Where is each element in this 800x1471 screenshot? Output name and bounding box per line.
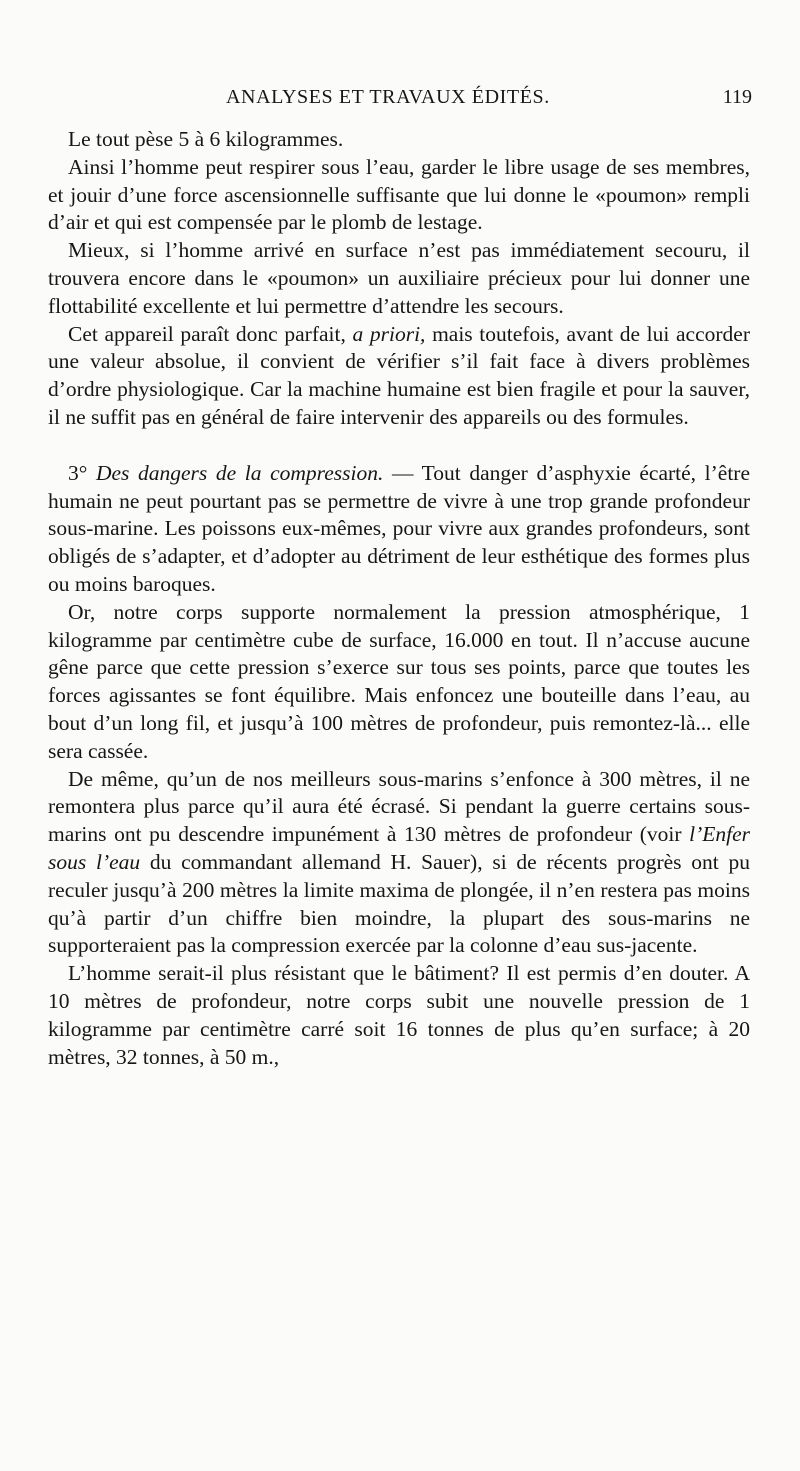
paragraph-weight: Le tout pèse 5 à 6 kilogrammes. <box>68 127 344 151</box>
running-title: ANALYSES ET TRAVAUX ÉDITÉS. <box>226 86 550 108</box>
paragraph-compression-dangers <box>48 460 750 599</box>
paragraph-breathing: Ainsi l’homme peut respirer sous l’eau, garder le libre usage de ses membres, et jouir d’une force ascensionnelle suffisante que lui donne le «poumon» rempli d’air et qui est compensée par le plomb de lestage. <box>48 154 750 235</box>
body-text <box>48 126 750 1071</box>
paragraph-submarines-start: De même, qu’un de nos meilleurs sous-marins s’enfonce à 300 mètres, il ne remontera plus parce qu’il aura été écrasé. Si pendant la guerre certains sous-marins ont pu descendre impunément à 130 mètres de profondeur (voir <box>48 766 750 847</box>
paragraph-apparatus <box>48 321 750 432</box>
book-title-enfer-sous-leau: l’Enfer sous l’eau <box>48 822 750 874</box>
paragraph-submarines <box>48 766 750 961</box>
paragraph-human-resistance: L’homme serait-il plus résistant que le bâtiment? Il est permis d’en douter. A 10 mètres de profondeur, notre corps subit une nouvelle pression de 1 kilogramme par centimètre carré soit 16 tonnes de plus qu’en surface; à 20 mètres, 32 tonnes, à 50 m., <box>48 961 750 1069</box>
paragraph-submarines-end: du commandant allemand H. Sauer), si de récents progrès ont pu reculer jusqu’à 200 mètres la limite maxima de plongée, il n’en restera pas moins qu’à partir d’un chiffre bien moindre, la plupart des sous-marins ne supporteraient pas la compression exercée par la colonne d’eau sus-jacente. <box>48 849 750 958</box>
paragraph-compression-body: — Tout danger d’asphyxie écarté, l’être humain ne peut pourtant pas se permettre de vivre à une trop grande profondeur sous-marine. Les poissons eux-mêmes, pour vivre aux grandes profondeurs, sont obligés de s’adapter, et d’adopter au détriment de leur esthétique des formes plus ou moins baroques. <box>48 460 751 596</box>
italic-a-priori: a priori, <box>352 321 426 346</box>
paragraph-apparatus-start: Cet appareil paraît donc parfait, <box>68 321 353 346</box>
section-heading: Des dangers de la compression. <box>95 460 384 485</box>
page-number: 119 <box>722 86 752 108</box>
section-number: 3° <box>68 460 96 485</box>
paragraph-atmospheric-pressure: Or, notre corps supporte normalement la pression atmosphérique, 1 kilogramme par centimètre cube de surface, 16.000 en tout. Il n’accuse aucune gêne parce que cette pression s’exerce sur tous ses points, parce que toutes les forces agissantes se font équilibre. Mais enfoncez une bouteille dans l’eau, au bout d’un long fil, et jusqu’à 100 mètres de profondeur, puis remontez-là... elle sera cassée. <box>48 599 750 763</box>
paragraph-apparatus-end: mais toutefois, avant de lui accorder une valeur absolue, il convient de vérifier s’il fait face à divers problèmes d’ordre physiologique. Car la machine humaine est bien fragile et pour la sauver, il ne suffit pas en général de faire intervenir des appareils ou des formules. <box>48 321 751 429</box>
paragraph-surface-rescue: Mieux, si l’homme arrivé en surface n’est pas immédiatement secouru, il trouvera encore dans le «poumon» un auxiliaire précieux pour lui donner une flottabilité excellente et lui permettre d’attendre les secours. <box>48 238 750 318</box>
